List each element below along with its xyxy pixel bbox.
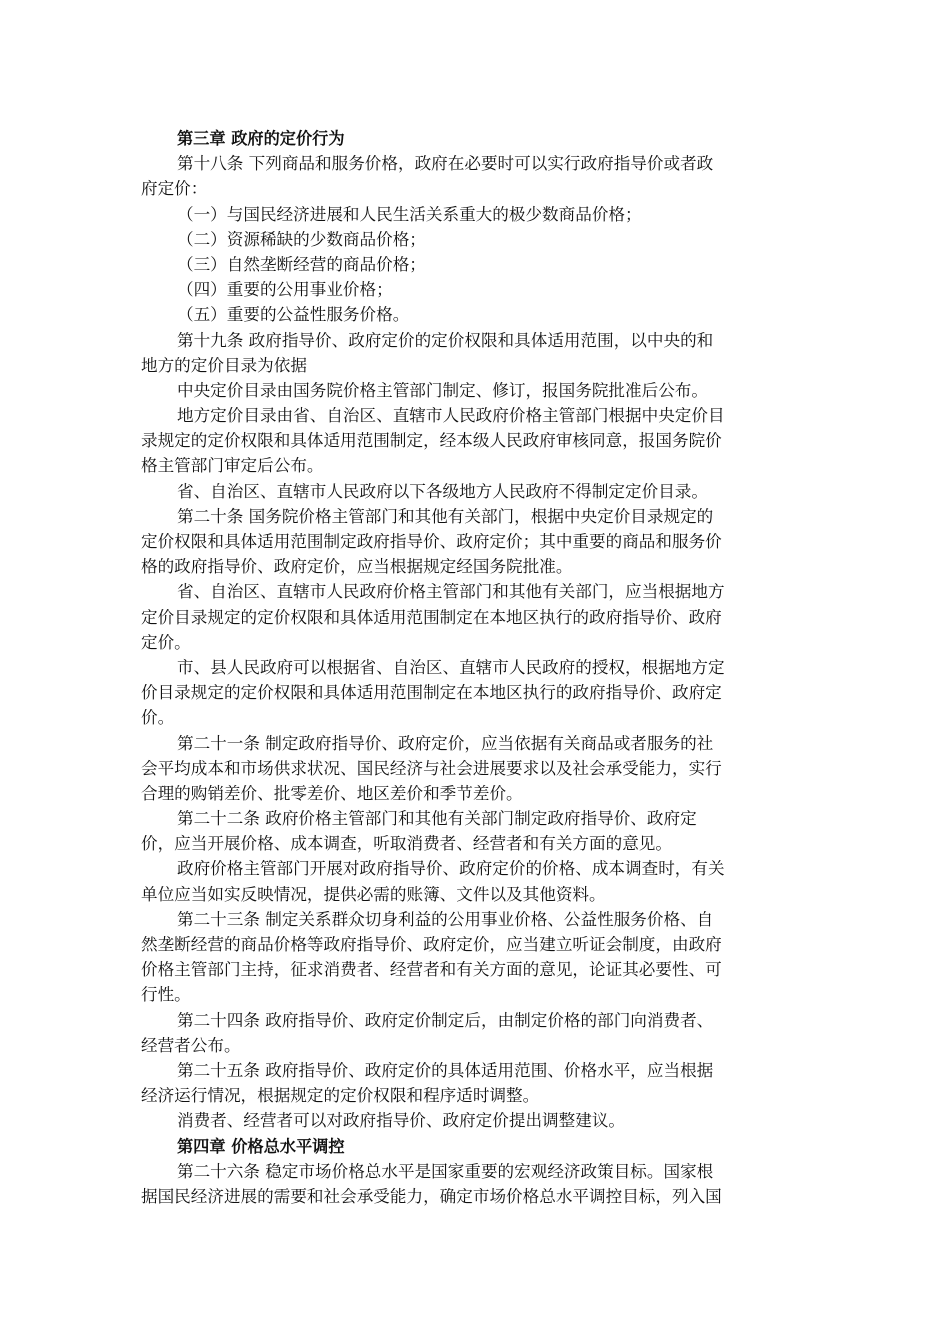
paragraph-first-line: 中央定价目录由国务院价格主管部门制定、修订，报国务院批准后公布。	[177, 380, 708, 400]
list-item: （四）重要的公用事业价格；	[177, 280, 393, 300]
paragraph-first-line: 市、县人民政府可以根据省、自治区、直辖市人民政府的授权，根据地方定	[177, 657, 725, 677]
paragraph-line: 录规定的定价权限和具体适用范围制定，经本级人民政府审核同意，报国务院价	[141, 431, 722, 451]
paragraph-line: 地方的定价目录为依据	[141, 355, 307, 375]
paragraph-line: 然垄断经营的商品价格等政府指导价、政府定价，应当建立听证会制度，由政府	[141, 935, 722, 954]
paragraph-line: 单位应当如实反映情况，提供必需的账簿、文件以及其他资料。	[141, 884, 606, 904]
paragraph-line: 格主管部门审定后公布。	[141, 456, 324, 476]
paragraph-line: 合理的购销差价、批零差价、地区差价和季节差价。	[141, 783, 523, 803]
list-item: （五）重要的公益性服务价格。	[177, 305, 410, 325]
list-item: （一）与国民经济进展和人民生活关系重大的极少数商品价格；	[177, 204, 642, 224]
paragraph-first-line: 第二十三条 制定关系群众切身利益的公用事业价格、公益性服务价格、自	[177, 909, 714, 929]
paragraph-first-line: 第二十条 国务院价格主管部门和其他有关部门，根据中央定价目录规定的	[177, 506, 714, 526]
paragraph-first-line: 政府价格主管部门开展对政府指导价、政府定价的价格、成本调查时，有关	[177, 859, 725, 879]
paragraph-line: 价。	[141, 708, 175, 728]
paragraph-line: 定价目录规定的定价权限和具体适用范围制定在本地区执行的政府指导价、政府	[141, 607, 722, 627]
paragraph-line: 格的政府指导价、政府定价，应当根据规定经国务院批准。	[141, 557, 573, 577]
list-item: （三）自然垄断经营的商品价格；	[177, 254, 426, 274]
chapter-heading: 第四章 价格总水平调控	[177, 1136, 345, 1156]
paragraph-first-line: 消费者、经营者可以对政府指导价、政府定价提出调整建议。	[177, 1111, 626, 1131]
paragraph-first-line: 地方定价目录由省、自治区、直辖市人民政府价格主管部门根据中央定价目	[177, 406, 725, 426]
paragraph-first-line: 第二十一条 制定政府指导价、政府定价，应当依据有关商品或者服务的社	[177, 733, 714, 753]
paragraph-line: 价格主管部门主持，征求消费者、经营者和有关方面的意见，论证其必要性、可	[141, 960, 722, 980]
paragraph-line: 会平均成本和市场供求状况、国民经济与社会进展要求以及社会承受能力，实行	[141, 758, 722, 778]
paragraph-line: 定价权限和具体适用范围制定政府指导价、政府定价；其中重要的商品和服务价	[141, 532, 722, 551]
list-item: （二）资源稀缺的少数商品价格；	[177, 229, 426, 249]
paragraph-line: 据国民经济进展的需要和社会承受能力，确定市场价格总水平调控目标，列入国	[141, 1186, 722, 1206]
paragraph-line: 价目录规定的定价权限和具体适用范围制定在本地区执行的政府指导价、政府定	[141, 683, 722, 703]
paragraph-line: 行性。	[141, 985, 191, 1005]
paragraph-first-line: 省、自治区、直辖市人民政府以下各级地方人民政府不得制定定价目录。	[177, 481, 708, 501]
paragraph-first-line: 第二十五条 政府指导价、政府定价的具体适用范围、价格水平，应当根据	[177, 1060, 714, 1080]
paragraph-line: 经济运行情况，根据规定的定价权限和程序适时调整。	[141, 1086, 540, 1106]
paragraph-first-line: 第二十四条 政府指导价、政府定价制定后，由制定价格的部门向消费者、	[177, 1010, 714, 1030]
paragraph-first-line: 第十九条 政府指导价、政府定价的定价权限和具体适用范围，以中央的和	[177, 330, 714, 350]
paragraph-line: 价，应当开展价格、成本调查，听取消费者、经营者和有关方面的意见。	[141, 834, 672, 854]
chapter-heading: 第三章 政府的定价行为	[177, 129, 345, 148]
paragraph-line: 经营者公布。	[141, 1035, 241, 1055]
paragraph-first-line: 第二十六条 稳定市场价格总水平是国家重要的宏观经济政策目标。国家根	[177, 1161, 714, 1181]
paragraph-first-line: 省、自治区、直辖市人民政府价格主管部门和其他有关部门，应当根据地方	[177, 582, 725, 602]
document-body	[141, 126, 813, 1209]
paragraph-first-line: 第十八条 下列商品和服务价格，政府在必要时可以实行政府指导价或者政	[177, 154, 714, 174]
paragraph-line: 定价。	[141, 632, 191, 652]
paragraph-line: 府定价：	[141, 179, 208, 199]
paragraph-first-line: 第二十二条 政府价格主管部门和其他有关部门制定政府指导价、政府定	[177, 809, 697, 829]
